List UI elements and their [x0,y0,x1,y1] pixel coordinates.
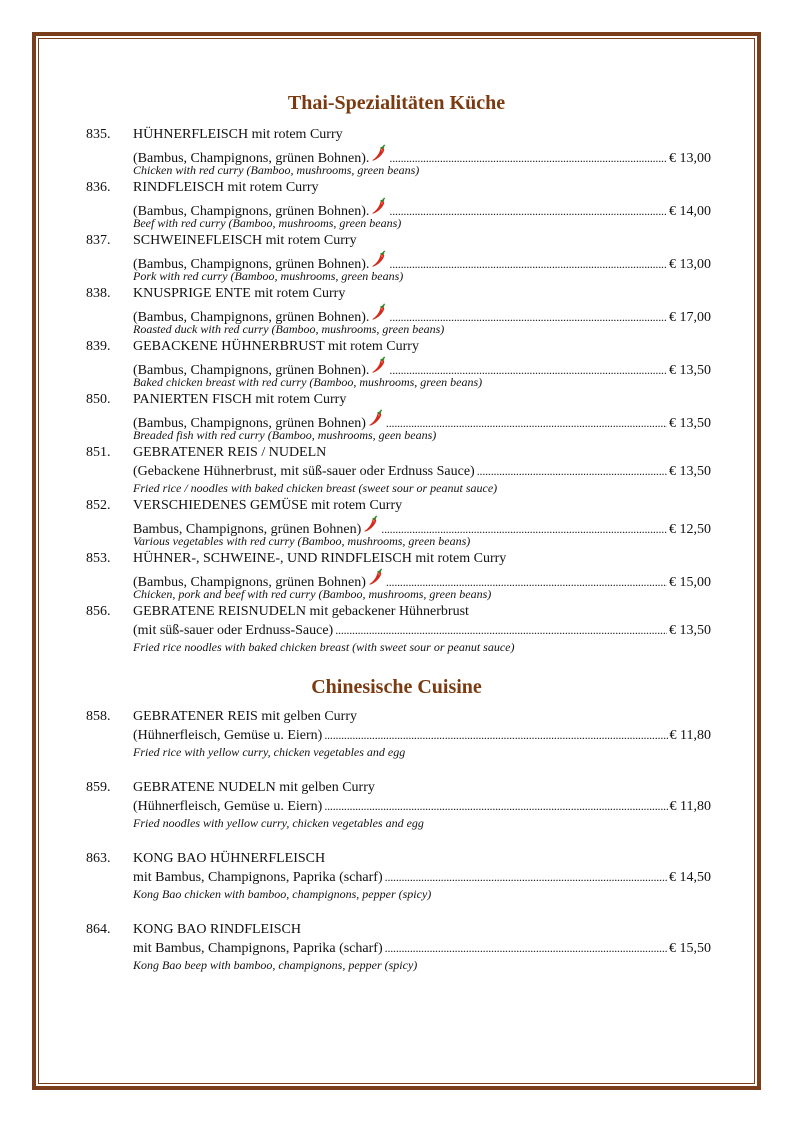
item-title-line [0,779,793,797]
item-detail-line [0,868,793,886]
item-number: 839. [86,339,111,354]
item-name: RINDFLEISCH mit rotem Curry [133,180,319,195]
item-english-description: Various vegetables with red curry (Bamboo, mushrooms, green beans) [133,534,471,548]
chili-pepper-icon [371,250,387,268]
menu-item [0,550,793,603]
item-english-description: Fried rice with yellow curry, chicken vegetables and egg [133,745,406,759]
chili-pepper-icon [368,568,384,586]
item-english-description: Fried rice / noodles with baked chicken breast (sweet sour or peanut sauce) [133,481,498,495]
item-number: 856. [86,604,111,619]
item-price: € 15,50 [669,941,711,956]
item-english-description: Chicken, pork and beef with red curry (Bamboo, mushrooms, green beans) [133,587,492,601]
item-detail-line [0,621,793,639]
item-name: GEBRATENER REIS mit gelben Curry [133,709,357,724]
item-name: GEBRATENER REIS / NUDELN [133,445,327,460]
item-english-description: Kong Bao beep with bamboo, champignons, pepper (spicy) [133,958,418,972]
menu-item [0,338,793,391]
menu-item [0,603,793,656]
item-price: € 12,50 [669,522,711,537]
item-english-line [0,744,793,761]
item-english-description: Fried noodles with yellow curry, chicken vegetables and egg [133,816,424,830]
item-title-line [0,497,793,515]
item-price: € 14,50 [669,870,711,885]
item-detail: (Hühnerfleisch, Gemüse u. Eiern) [133,799,323,814]
item-english-description: Kong Bao chicken with bamboo, champignons, pepper (spicy) [133,887,432,901]
item-number: 837. [86,233,111,248]
item-detail-line [0,726,793,744]
item-detail-line [0,515,793,537]
dot-leader [324,797,667,815]
item-spacer [0,761,793,779]
item-detail: (Bambus, Champignons, grünen Bohnen) [133,416,366,431]
item-name: HÜHNERFLEISCH mit rotem Curry [133,127,343,142]
chili-pepper-icon [371,197,387,215]
item-name: KONG BAO RINDFLEISCH [133,922,302,937]
item-number: 858. [86,709,111,724]
item-english-line [0,639,793,656]
menu-item [0,126,793,179]
menu-item [0,497,793,550]
item-number: 853. [86,551,111,566]
item-title-line [0,285,793,303]
item-english-line [0,886,793,903]
item-english-line [0,215,793,232]
item-detail: mit Bambus, Champignons, Paprika (scharf) [133,870,383,885]
item-name: GEBACKENE HÜHNERBRUST mit rotem Curry [133,339,419,354]
item-price: € 13,00 [669,151,711,166]
item-english-description: Breaded fish with red curry (Bamboo, mushrooms, geen beans) [133,428,437,442]
item-name: SCHWEINEFLEISCH mit rotem Curry [133,233,357,248]
item-detail-line [0,303,793,325]
item-price: € 14,00 [669,204,711,219]
item-english-description: Pork with red curry (Bamboo, mushrooms, green beans) [133,269,404,283]
item-name: PANIERTEN FISCH mit rotem Curry [133,392,347,407]
item-name: GEBRATENE REISNUDELN mit gebackener Hühnerbrust [133,604,469,619]
item-title-line [0,921,793,939]
item-title-line [0,708,793,726]
chili-pepper-icon [371,144,387,162]
dot-leader [335,621,667,639]
item-detail: (Hühnerfleisch, Gemüse u. Eiern) [133,728,323,743]
item-name: GEBRATENE NUDELN mit gelben Curry [133,780,375,795]
menu-item [0,708,793,761]
item-detail-line [0,356,793,378]
menu-item [0,921,793,974]
item-name: VERSCHIEDENES GEMÜSE mit rotem Curry [133,498,403,513]
item-english-line [0,957,793,974]
item-detail: (Bambus, Champignons, grünen Bohnen). [133,204,370,219]
menu-list-chinese [0,708,793,974]
item-detail: (Bambus, Champignons, grünen Bohnen). [133,310,370,325]
item-title-line [0,603,793,621]
item-english-description: Fried rice noodles with baked chicken breast (with sweet sour or peanut sauce) [133,640,515,654]
section-title-chinese: Chinesische Cuisine [311,676,482,698]
item-spacer [0,832,793,850]
item-title-line [0,232,793,250]
item-detail-line [0,939,793,957]
item-detail: (mit süß-sauer oder Erdnuss-Sauce) [133,623,334,638]
item-title-line [0,444,793,462]
item-detail-line [0,462,793,480]
item-english-line [0,480,793,497]
item-price: € 11,80 [669,799,711,814]
item-number: 859. [86,780,111,795]
item-spacer [0,903,793,921]
menu-item [0,285,793,338]
item-detail-line [0,409,793,431]
item-detail-line [0,197,793,219]
menu-list-thai [0,126,793,656]
item-number: 863. [86,851,111,866]
item-title-line [0,126,793,144]
item-english-line [0,815,793,832]
chili-pepper-icon [371,356,387,374]
item-english-line [0,162,793,179]
item-number: 850. [86,392,111,407]
item-title-line [0,338,793,356]
item-detail: (Gebackene Hühnerbrust, mit süß-sauer oder Erdnuss Sauce) [133,464,475,479]
item-number: 864. [86,922,111,937]
item-detail-line [0,568,793,590]
chili-pepper-icon [371,303,387,321]
item-detail: (Bambus, Champignons, grünen Bohnen). [133,257,370,272]
dot-leader [477,462,667,480]
chili-pepper-icon [368,409,384,427]
item-name: HÜHNER-, SCHWEINE-, UND RINDFLEISCH mit rotem Curry [133,551,507,566]
item-name: KNUSPRIGE ENTE mit rotem Curry [133,286,346,301]
dot-leader [385,939,667,957]
item-detail-line [0,144,793,166]
item-name: KONG BAO HÜHNERFLEISCH [133,851,326,866]
item-english-description: Chicken with red curry (Bamboo, mushrooms, green beans) [133,163,420,177]
menu-item [0,779,793,832]
menu-item [0,850,793,903]
item-number: 852. [86,498,111,513]
item-number: 835. [86,127,111,142]
item-title-line [0,850,793,868]
item-number: 836. [86,180,111,195]
item-detail-line [0,250,793,272]
item-number: 838. [86,286,111,301]
menu-item [0,444,793,497]
item-english-description: Beef with red curry (Bamboo, mushrooms, green beans) [133,216,402,230]
item-price: € 11,80 [669,728,711,743]
item-english-line [0,374,793,391]
item-title-line [0,179,793,197]
item-detail-line [0,797,793,815]
item-price: € 13,50 [669,363,711,378]
menu-item [0,232,793,285]
item-english-line [0,427,793,444]
item-title-line [0,391,793,409]
item-english-line [0,321,793,338]
section-title-thai: Thai-Spezialitäten Küche [287,92,506,114]
dot-leader [385,868,667,886]
item-detail: (Bambus, Champignons, grünen Bohnen). [133,363,370,378]
item-english-description: Baked chicken breast with red curry (Bamboo, mushrooms, green beans) [133,375,483,389]
item-price: € 15,00 [669,575,711,590]
item-title-line [0,550,793,568]
item-price: € 13,50 [669,623,711,638]
item-english-line [0,268,793,285]
menu-item [0,391,793,444]
item-number: 851. [86,445,111,460]
item-detail: Bambus, Champignons, grünen Bohnen) [133,522,362,537]
item-detail: (Bambus, Champignons, grünen Bohnen). [133,151,370,166]
item-price: € 17,00 [669,310,711,325]
item-detail: (Bambus, Champignons, grünen Bohnen) [133,575,366,590]
item-english-line [0,586,793,603]
dot-leader [324,726,667,744]
item-english-line [0,533,793,550]
chili-pepper-icon [363,515,379,533]
item-english-description: Roasted duck with red curry (Bamboo, mushrooms, green beans) [133,322,445,336]
item-price: € 13,50 [669,416,711,431]
menu-item [0,179,793,232]
item-detail: mit Bambus, Champignons, Paprika (scharf) [133,941,383,956]
item-price: € 13,00 [669,257,711,272]
item-price: € 13,50 [669,464,711,479]
